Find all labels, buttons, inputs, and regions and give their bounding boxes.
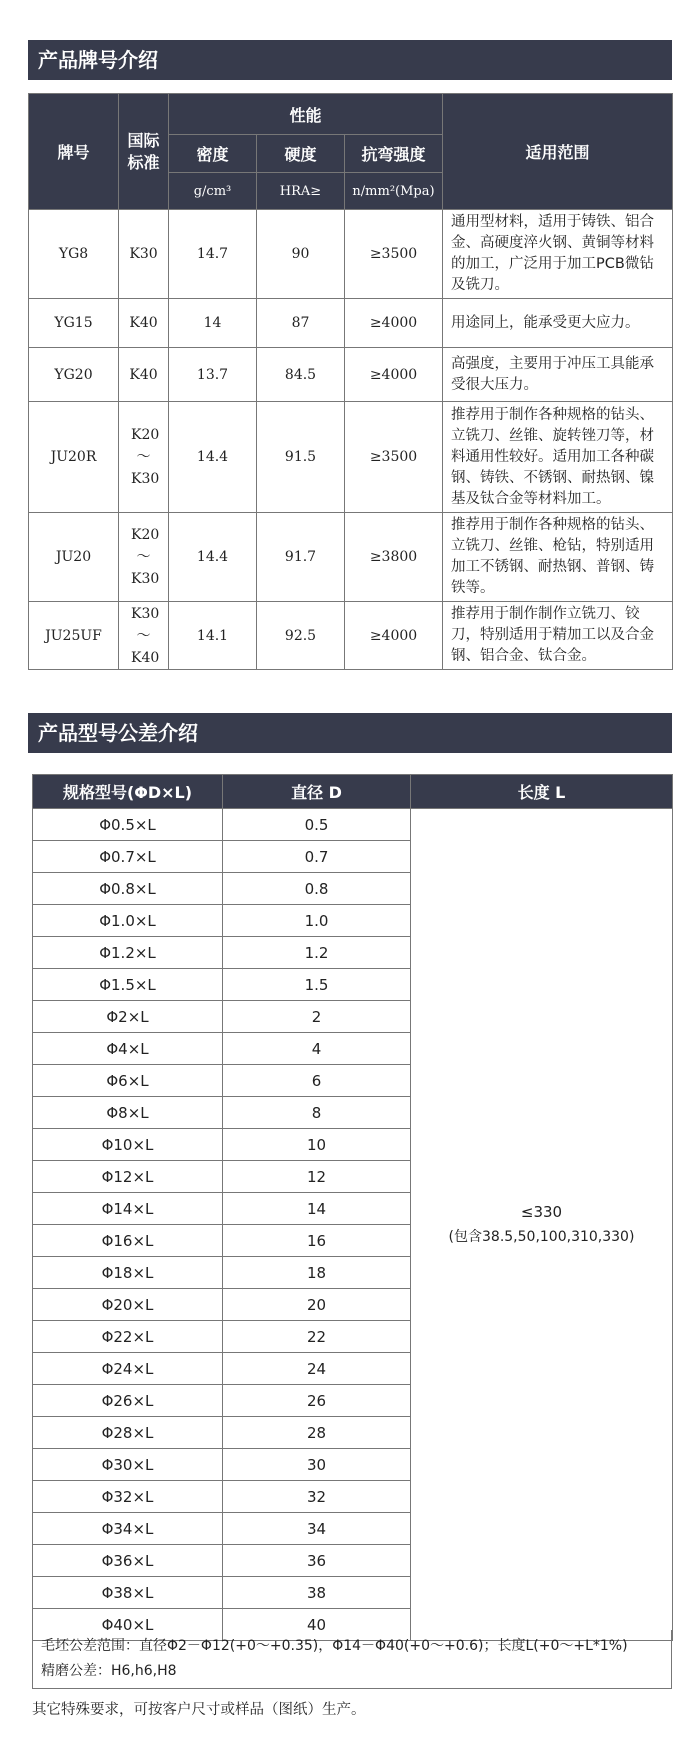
diameter-cell: 26 [223,1385,411,1417]
grade-row [29,299,673,348]
standard-cell: K40 [119,299,169,348]
grade-row [29,402,673,513]
diameter-cell: 2 [223,1001,411,1033]
spec-cell: Φ16×L [33,1225,223,1257]
diameter-cell: 0.8 [223,873,411,905]
standard-cell: K40 [119,348,169,402]
tolerance-notes [32,1630,672,1689]
strength-cell: ≥4000 [345,299,443,348]
diameter-cell: 12 [223,1161,411,1193]
diameter-cell: 28 [223,1417,411,1449]
density-cell: 13.7 [169,348,257,402]
header-density-unit: g/cm³ [169,173,257,210]
standard-cell: K20～K30 [119,513,169,602]
header-application: 适用范围 [443,94,673,210]
diameter-cell: 40 [223,1609,411,1641]
strength-cell: ≥4000 [345,348,443,402]
strength-cell: ≥3500 [345,402,443,513]
diameter-cell: 4 [223,1033,411,1065]
application-cell: 推荐用于制作各种规格的钻头、立铣刀、丝锥、旋转锉刀等，材料通用性较好。适用加工各种碳钢、铸铁、不锈钢、耐热钢、镍基及钛合金等材料加工。 [443,402,673,513]
application-cell: 通用型材料，适用于铸铁、铝合金、高硬度淬火钢、黄铜等材料的加工，广泛用于加工PCB微钻及铣刀。 [443,210,673,299]
spec-cell: Φ12×L [33,1161,223,1193]
spec-cell: Φ34×L [33,1513,223,1545]
density-cell: 14.4 [169,513,257,602]
spec-cell: Φ26×L [33,1385,223,1417]
grade-row [29,348,673,402]
diameter-cell: 6 [223,1065,411,1097]
section-title-tolerance: 产品型号公差介绍 [28,713,672,753]
grade-cell: YG8 [29,210,119,299]
grade-cell: JU20 [29,513,119,602]
hardness-cell: 92.5 [257,602,345,670]
standard-cell: K30 [119,210,169,299]
grade-cell: JU25UF [29,602,119,670]
application-cell: 用途同上，能承受更大应力。 [443,299,673,348]
grades-table [28,93,673,670]
hardness-cell: 90 [257,210,345,299]
spec-cell: Φ0.8×L [33,873,223,905]
standard-cell: K30～K40 [119,602,169,670]
spec-cell: Φ0.5×L [33,809,223,841]
spec-cell: Φ1.2×L [33,937,223,969]
header-hardness-unit: HRA≥ [257,173,345,210]
diameter-cell: 34 [223,1513,411,1545]
spec-cell: Φ40×L [33,1609,223,1641]
spec-cell: Φ1.5×L [33,969,223,1001]
spec-cell: Φ38×L [33,1577,223,1609]
header-length: 长度 L [411,775,673,809]
hardness-cell: 87 [257,299,345,348]
diameter-cell: 20 [223,1289,411,1321]
strength-cell: ≥3800 [345,513,443,602]
strength-cell: ≥3500 [345,210,443,299]
note-blank-tolerance: 毛坯公差范围：直径Φ2－Φ12(+0～+0.35)，Φ14－Φ40(+0～+0.6)；长度L(+0～+L*1%) [41,1638,628,1654]
length-note: (包含38.5,50,100,310,330) [448,1228,635,1245]
spec-cell: Φ22×L [33,1321,223,1353]
diameter-cell: 18 [223,1257,411,1289]
grade-cell: YG20 [29,348,119,402]
header-hardness: 硬度 [257,135,345,173]
grade-row [29,210,673,299]
diameter-cell: 36 [223,1545,411,1577]
spec-cell: Φ1.0×L [33,905,223,937]
header-density: 密度 [169,135,257,173]
spec-cell: Φ30×L [33,1449,223,1481]
spec-cell: Φ4×L [33,1033,223,1065]
spec-cell: Φ20×L [33,1289,223,1321]
diameter-cell: 8 [223,1097,411,1129]
spec-cell: Φ8×L [33,1097,223,1129]
grade-row [29,602,673,670]
diameter-cell: 0.7 [223,841,411,873]
density-cell: 14 [169,299,257,348]
spec-cell: Φ2×L [33,1001,223,1033]
length-cell [411,809,673,1641]
header-performance: 性能 [169,94,443,135]
header-grade: 牌号 [29,94,119,210]
density-cell: 14.7 [169,210,257,299]
tolerance-row [33,809,673,841]
diameter-cell: 14 [223,1193,411,1225]
spec-cell: Φ14×L [33,1193,223,1225]
spec-cell: Φ6×L [33,1065,223,1097]
diameter-cell: 32 [223,1481,411,1513]
header-intl-standard: 国际标准 [119,94,169,210]
strength-cell: ≥4000 [345,602,443,670]
header-strength-unit: n/mm²(Mpa) [345,173,443,210]
diameter-cell: 0.5 [223,809,411,841]
density-cell: 14.4 [169,402,257,513]
header-diameter: 直径 D [223,775,411,809]
diameter-cell: 22 [223,1321,411,1353]
grade-cell: JU20R [29,402,119,513]
spec-cell: Φ10×L [33,1129,223,1161]
application-cell: 高强度，主要用于冲压工具能承受很大压力。 [443,348,673,402]
section-title-grades: 产品牌号介绍 [28,40,672,80]
diameter-cell: 30 [223,1449,411,1481]
tolerance-table [32,774,673,1641]
spec-cell: Φ28×L [33,1417,223,1449]
spec-cell: Φ0.7×L [33,841,223,873]
header-strength: 抗弯强度 [345,135,443,173]
hardness-cell: 91.7 [257,513,345,602]
header-spec: 规格型号(ΦD×L) [33,775,223,809]
diameter-cell: 24 [223,1353,411,1385]
diameter-cell: 10 [223,1129,411,1161]
density-cell: 14.1 [169,602,257,670]
application-cell: 推荐用于制作制作立铣刀、铰刀，特别适用于精加工以及合金钢、铝合金、钛合金。 [443,602,673,670]
note-grind-tolerance: 精磨公差：H6,h6,H8 [41,1663,177,1679]
diameter-cell: 1.5 [223,969,411,1001]
spec-cell: Φ24×L [33,1353,223,1385]
diameter-cell: 38 [223,1577,411,1609]
diameter-cell: 1.0 [223,905,411,937]
spec-cell: Φ32×L [33,1481,223,1513]
spec-cell: Φ18×L [33,1257,223,1289]
length-value: ≤330 [520,1202,563,1221]
diameter-cell: 1.2 [223,937,411,969]
standard-cell: K20～K30 [119,402,169,513]
grade-row [29,513,673,602]
footer-note: 其它特殊要求，可按客户尺寸或样品（图纸）生产。 [32,1702,366,1718]
grade-cell: YG15 [29,299,119,348]
spec-cell: Φ36×L [33,1545,223,1577]
diameter-cell: 16 [223,1225,411,1257]
hardness-cell: 91.5 [257,402,345,513]
hardness-cell: 84.5 [257,348,345,402]
application-cell: 推荐用于制作各种规格的钻头、立铣刀、丝锥、枪钻，特别适用加工不锈钢、耐热钢、普钢、铸铁等。 [443,513,673,602]
